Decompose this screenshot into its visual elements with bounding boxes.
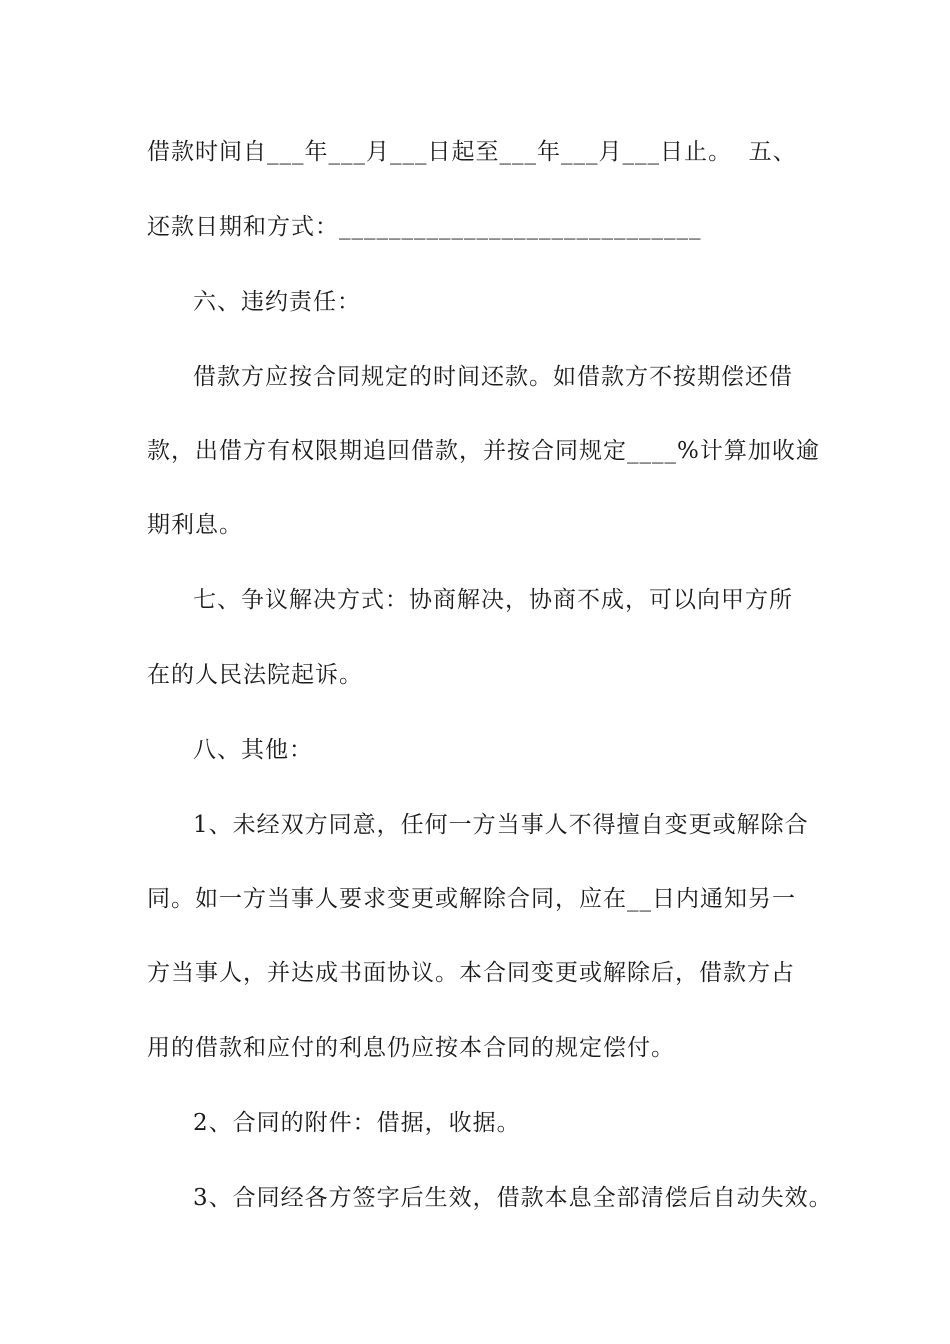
section-heading-breach: 六、违约责任： (193, 289, 361, 315)
text-line-repayment-method: 还款日期和方式：_____________________________ (147, 214, 702, 240)
text-line-other-2: 2、合同的附件：借据，收据。 (193, 1110, 521, 1136)
text-line-other-1b: 同。如一方当事人要求变更或解除合同，应在__日内通知另一 (147, 886, 796, 912)
section-heading-other: 八、其他： (193, 737, 313, 763)
text-line-breach-2: 款，出借方有权限期追回借款，并按合同规定____%计算加收逾 (147, 438, 820, 464)
text-line-breach-3: 期利息。 (147, 512, 243, 538)
text-line-other-3: 3、合同经各方签字后生效，借款本息全部清偿后自动失效。 (193, 1185, 833, 1211)
text-line-other-1a: 1、未经双方同意，任何一方当事人不得擅自变更或解除合 (193, 812, 809, 838)
text-line-breach-1: 借款方应按合同规定的时间还款。如借款方不按期偿还借 (193, 364, 793, 390)
text-line-other-1c: 方当事人，并达成书面协议。本合同变更或解除后，借款方占 (147, 960, 795, 986)
text-line-loan-period: 借款时间自___年___月___日起至___年___月___日止。 五、 (147, 139, 797, 165)
text-line-dispute-2: 在的人民法院起诉。 (147, 662, 363, 688)
text-line-other-1d: 用的借款和应付的利息仍应按本合同的规定偿付。 (147, 1035, 675, 1061)
text-line-dispute-1: 七、争议解决方式：协商解决，协商不成，可以向甲方所 (193, 587, 793, 613)
